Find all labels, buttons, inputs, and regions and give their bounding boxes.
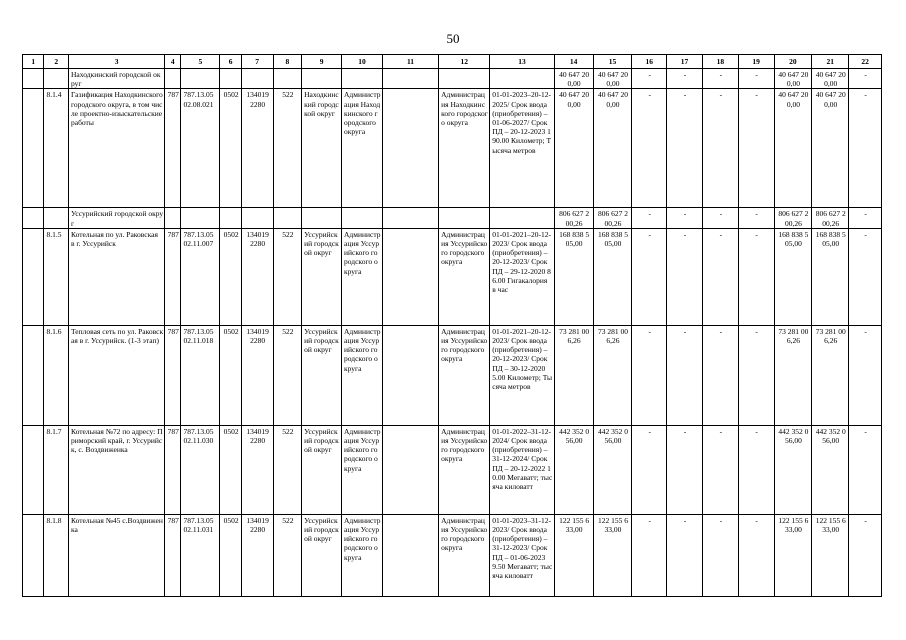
table-cell: 787.13.05 02.11.030: [181, 425, 220, 514]
table-cell: [382, 89, 438, 208]
table-cell: 0502: [220, 425, 241, 514]
column-header: 16: [632, 55, 667, 69]
table-cell: [23, 228, 44, 325]
table-cell: 522: [273, 425, 302, 514]
table-cell: 73 281 00 6,26: [774, 325, 812, 425]
table-cell: 787: [165, 89, 181, 208]
table-cell: 01-01-2023–20-12-2025/ Срок ввода (приобретения) – 01-06-2027/ Срок ПД – 20-12-2023 190.00 Километр; Тысяча метров: [490, 89, 554, 208]
table-cell: -: [849, 325, 882, 425]
table-cell: -: [738, 514, 774, 596]
table-cell: 01-01-2023–31-12-2023/ Срок ввода (приобретения) – 31-12-2023/ Срок ПД – 01-06-2023 9.50 Мегаватт; тысяча киловатт: [490, 514, 554, 596]
table-cell: 787: [165, 228, 181, 325]
table-cell: Котельная №45 с.Воздвиженка: [69, 514, 165, 596]
column-header: 2: [44, 55, 69, 69]
table-cell: 806 627 2 00,26: [812, 208, 849, 228]
table-cell: 442 352 0 56,00: [812, 425, 849, 514]
table-cell: [181, 69, 220, 89]
table-row: [23, 325, 882, 425]
column-header: 20: [774, 55, 812, 69]
table-cell: [181, 208, 220, 228]
table-cell: 806 627 2 00,26: [774, 208, 812, 228]
table-cell: -: [632, 208, 667, 228]
table-cell: Администрация Уссурийского городского округа: [439, 325, 490, 425]
column-header: 19: [738, 55, 774, 69]
table-cell: [342, 208, 383, 228]
table-row: [23, 425, 882, 514]
table-cell: 40 647 20 0,00: [812, 69, 849, 89]
table-cell: 01-01-2021–20-12-2023/ Срок ввода (приобретения) – 20-12-2023/ Срок ПД – 30-12-2020 5.00 Километр; Тысяча метров: [490, 325, 554, 425]
table-cell: 134019 2280: [241, 325, 273, 425]
table-cell: Уссурийский городской округ: [302, 325, 342, 425]
table-cell: -: [702, 89, 738, 208]
table-cell: 522: [273, 325, 302, 425]
table-cell: -: [667, 425, 703, 514]
table-cell: 168 838 5 05,00: [812, 228, 849, 325]
column-header: 18: [702, 55, 738, 69]
column-header: 8: [273, 55, 302, 69]
table-cell: [44, 208, 69, 228]
table-cell: 0502: [220, 514, 241, 596]
table-cell: [439, 69, 490, 89]
table-cell: [490, 208, 554, 228]
table-cell: 787: [165, 425, 181, 514]
table-cell: -: [738, 325, 774, 425]
table-cell: [241, 208, 273, 228]
table-cell: Администрация Уссурийского городского округа: [439, 514, 490, 596]
table-cell: Газификация Находкинского городского округа, в том числе проектно-изыскательские работы: [69, 89, 165, 208]
column-header: 1: [23, 55, 44, 69]
table-row: [23, 228, 882, 325]
table-cell: 73 281 00 6,26: [812, 325, 849, 425]
column-header: 14: [554, 55, 593, 69]
table-cell: -: [738, 208, 774, 228]
table-cell: Уссурийский городской округ: [302, 228, 342, 325]
table-cell: -: [667, 89, 703, 208]
table-cell: 8.1.6: [44, 325, 69, 425]
table-cell: -: [702, 514, 738, 596]
table-cell: 134019 2280: [241, 425, 273, 514]
table-cell: 01-01-2021–20-12-2023/ Срок ввода (приобретения) – 20-12-2023/ Срок ПД – 29-12-2020 86.00 Гигакалория в час: [490, 228, 554, 325]
table-cell: 122 155 6 33,00: [774, 514, 812, 596]
subtotal-row: [23, 208, 882, 228]
column-header: 5: [181, 55, 220, 69]
table-cell: 8.1.7: [44, 425, 69, 514]
table-cell: [23, 69, 44, 89]
table-cell: [241, 69, 273, 89]
table-cell: -: [632, 425, 667, 514]
table-cell: [382, 425, 438, 514]
table-cell: 73 281 00 6,26: [593, 325, 632, 425]
table-cell: -: [738, 69, 774, 89]
table-cell: 787: [165, 325, 181, 425]
table-cell: -: [702, 325, 738, 425]
table-cell: 40 647 20 0,00: [554, 69, 593, 89]
table-cell: -: [632, 69, 667, 89]
table-row: [23, 89, 882, 208]
table-cell: [23, 325, 44, 425]
table-cell: -: [632, 228, 667, 325]
table-cell: 787.13.05 02.11.031: [181, 514, 220, 596]
table-cell: 40 647 20 0,00: [774, 89, 812, 208]
table-cell: 806 627 2 00,26: [593, 208, 632, 228]
table-cell: -: [849, 228, 882, 325]
subtotal-row: [23, 69, 882, 89]
table-cell: 806 627 2 00,26: [554, 208, 593, 228]
table-cell: -: [849, 69, 882, 89]
table-cell: [23, 425, 44, 514]
table-cell: Котельная №72 по адресу: Приморский край, г. Уссурийск, с. Воздвиженка: [69, 425, 165, 514]
table-cell: 787.13.05 02.08.021: [181, 89, 220, 208]
table-cell: -: [702, 228, 738, 325]
table-cell: -: [632, 514, 667, 596]
table-cell: Находкинский городской округ: [69, 69, 165, 89]
table-cell: [382, 228, 438, 325]
table-cell: 787.13.05 02.11.007: [181, 228, 220, 325]
table-cell: -: [738, 228, 774, 325]
table-cell: -: [702, 208, 738, 228]
column-header: 17: [667, 55, 703, 69]
table-cell: 787: [165, 514, 181, 596]
table-cell: Администрация Находкинского городского округа: [439, 89, 490, 208]
table-cell: 0502: [220, 325, 241, 425]
column-header: 11: [382, 55, 438, 69]
table-cell: [23, 514, 44, 596]
column-header: 7: [241, 55, 273, 69]
table-cell: Котельная по ул. Раковская в г. Уссурийск: [69, 228, 165, 325]
table-cell: Администрация Уссурийского городского округа: [342, 425, 383, 514]
table-cell: 8.1.4: [44, 89, 69, 208]
table-cell: Администрация Уссурийского городского округа: [439, 228, 490, 325]
table-cell: 787.13.05 02.11.018: [181, 325, 220, 425]
table-cell: -: [738, 89, 774, 208]
table-cell: Находкинский городской округ: [302, 89, 342, 208]
table-cell: [23, 89, 44, 208]
column-header: 3: [69, 55, 165, 69]
table-cell: Администрация Уссурийского городского округа: [342, 514, 383, 596]
table-cell: 40 647 20 0,00: [593, 69, 632, 89]
table-cell: Тепловая сеть по ул. Раковская в г. Уссурийск. (1-3 этап): [69, 325, 165, 425]
table-cell: 122 155 6 33,00: [812, 514, 849, 596]
table-cell: -: [702, 69, 738, 89]
table-cell: Администрация Уссурийского городского округа: [439, 425, 490, 514]
table-cell: 522: [273, 89, 302, 208]
table-cell: -: [667, 69, 703, 89]
table-cell: -: [632, 89, 667, 208]
table-cell: -: [667, 325, 703, 425]
table-cell: 134019 2280: [241, 514, 273, 596]
table-header-row: [23, 55, 882, 69]
table-cell: [23, 208, 44, 228]
table-cell: 442 352 0 56,00: [554, 425, 593, 514]
table-cell: 01-01-2022–31-12-2024/ Срок ввода (приобретения) – 31-12-2024/ Срок ПД – 20-12-2022 10.00 Мегаватт; тысяча киловатт: [490, 425, 554, 514]
table-cell: 40 647 20 0,00: [812, 89, 849, 208]
table-cell: -: [849, 425, 882, 514]
table-cell: 168 838 5 05,00: [774, 228, 812, 325]
page-number: 50: [446, 31, 460, 46]
table-cell: -: [738, 425, 774, 514]
table-cell: Администрация Находкинского городского округа: [342, 89, 383, 208]
table-cell: [302, 208, 342, 228]
table-cell: [220, 69, 241, 89]
table-cell: 0502: [220, 89, 241, 208]
table-cell: 442 352 0 56,00: [593, 425, 632, 514]
table-cell: [382, 325, 438, 425]
table-cell: [382, 69, 438, 89]
column-header: 21: [812, 55, 849, 69]
table-cell: 168 838 5 05,00: [554, 228, 593, 325]
table-cell: -: [667, 208, 703, 228]
table-cell: [439, 208, 490, 228]
column-header: 6: [220, 55, 241, 69]
table-cell: 122 155 6 33,00: [554, 514, 593, 596]
table-cell: [342, 69, 383, 89]
table-cell: [490, 69, 554, 89]
table-cell: -: [702, 425, 738, 514]
column-header: 12: [439, 55, 490, 69]
table-cell: 168 838 5 05,00: [593, 228, 632, 325]
table-cell: 134019 2280: [241, 228, 273, 325]
table-cell: Уссурийский городской округ: [69, 208, 165, 228]
table-cell: Уссурийский городской округ: [302, 425, 342, 514]
table-cell: [273, 208, 302, 228]
table-cell: 40 647 20 0,00: [774, 69, 812, 89]
table-cell: 8.1.5: [44, 228, 69, 325]
table-cell: -: [667, 514, 703, 596]
table-cell: [382, 208, 438, 228]
table-cell: 0502: [220, 228, 241, 325]
table-cell: [220, 208, 241, 228]
table-cell: [273, 69, 302, 89]
column-header: 4: [165, 55, 181, 69]
table-cell: -: [849, 208, 882, 228]
column-header: 9: [302, 55, 342, 69]
table-cell: [165, 208, 181, 228]
table-cell: [302, 69, 342, 89]
table-cell: Администрация Уссурийского городского округа: [342, 325, 383, 425]
table-cell: 122 155 6 33,00: [593, 514, 632, 596]
table-cell: 73 281 00 6,26: [554, 325, 593, 425]
column-header: 10: [342, 55, 383, 69]
column-header: 22: [849, 55, 882, 69]
table-cell: Администрация Уссурийского городского округа: [342, 228, 383, 325]
table-cell: -: [849, 514, 882, 596]
table-cell: 40 647 20 0,00: [593, 89, 632, 208]
table-cell: -: [632, 325, 667, 425]
budget-table: [22, 54, 882, 597]
table-cell: Уссурийский городской округ: [302, 514, 342, 596]
table-cell: -: [667, 228, 703, 325]
table-row: [23, 514, 882, 596]
table-cell: 8.1.8: [44, 514, 69, 596]
table-cell: 522: [273, 228, 302, 325]
table-cell: [44, 69, 69, 89]
table-cell: 40 647 20 0,00: [554, 89, 593, 208]
column-header: 13: [490, 55, 554, 69]
table-cell: 522: [273, 514, 302, 596]
table-cell: 442 352 0 56,00: [774, 425, 812, 514]
table-cell: 134019 2280: [241, 89, 273, 208]
table-cell: [165, 69, 181, 89]
table-cell: [382, 514, 438, 596]
column-header: 15: [593, 55, 632, 69]
table-cell: -: [849, 89, 882, 208]
